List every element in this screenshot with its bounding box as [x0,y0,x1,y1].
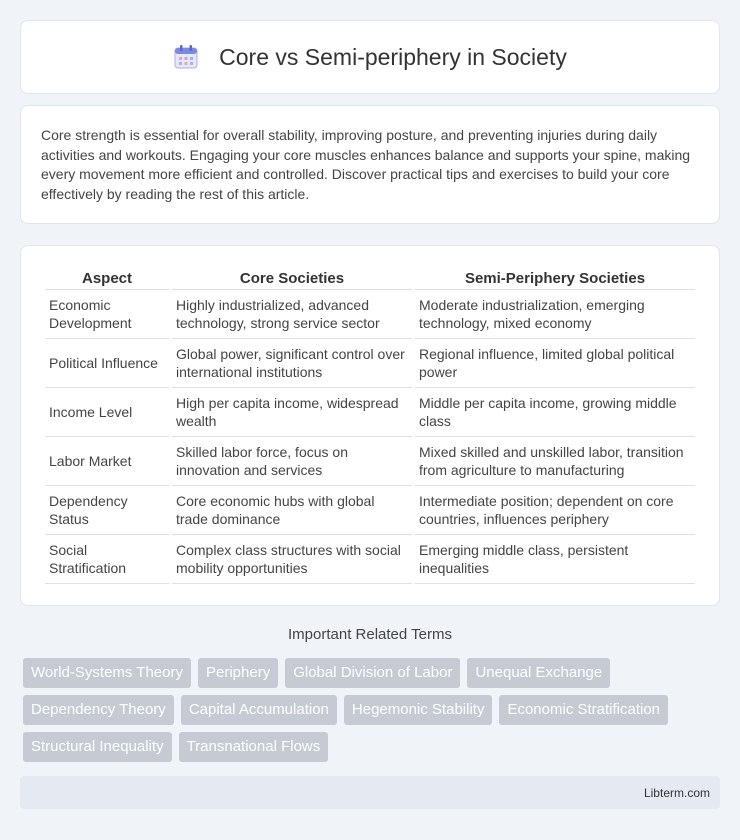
tag-capital-accumulation[interactable]: Capital Accumulation [181,695,337,725]
semi-periphery-cell: Mixed skilled and unskilled labor, transition from agriculture to manufacturing [415,437,695,486]
calendar-icon [173,44,199,70]
table-row [45,290,695,339]
aspect-cell: Social Stratification [45,535,169,584]
related-terms-title: Important Related Terms [288,626,452,643]
related-terms-tags [23,658,723,769]
aspect-cell: Labor Market [45,437,169,486]
semi-periphery-cell: Middle per capita income, growing middle class [415,388,695,437]
core-cell: Complex class structures with social mobility opportunities [172,535,412,584]
page-title [173,44,567,71]
aspect-cell: Income Level [45,388,169,437]
page-title-text: Core vs Semi-periphery in Society [219,43,567,70]
comparison-table-card [20,245,720,606]
tag-hegemonic-stability[interactable]: Hegemonic Stability [344,695,493,725]
aspect-cell: Political Influence [45,339,169,388]
tag-row [23,732,723,762]
aspect-cell: Dependency Status [45,486,169,535]
tag-row [23,695,723,725]
core-cell: Global power, significant control over international institutions [172,339,412,388]
core-cell: Highly industrialized, advanced technology, strong service sector [172,290,412,339]
tag-periphery[interactable]: Periphery [198,658,278,688]
aspect-cell: Economic Development [45,290,169,339]
tag-transnational-flows[interactable]: Transnational Flows [179,732,329,762]
intro-card [20,105,720,224]
footer [20,776,720,809]
table-row [45,388,695,437]
tag-unequal-exchange[interactable]: Unequal Exchange [467,658,610,688]
core-cell: Core economic hubs with global trade dominance [172,486,412,535]
intro-text: Core strength is essential for overall stability, improving posture, and preventing injuries during daily activities and workouts. Engaging your core muscles enhances balance and supports your spine, making every movement more efficient and controlled. Discover practical tips and exercises to build your core effectively by reading the rest of this article. [41,127,691,202]
comparison-table [42,266,698,584]
tag-structural-inequality[interactable]: Structural Inequality [23,732,172,762]
header-aspect: Aspect [45,266,169,290]
footer-site-link[interactable]: Libterm.com [643,786,710,800]
table-row [45,339,695,388]
semi-periphery-cell: Moderate industrialization, emerging technology, mixed economy [415,290,695,339]
semi-periphery-cell: Intermediate position; dependent on core countries, influences periphery [415,486,695,535]
table-row [45,437,695,486]
semi-periphery-cell: Emerging middle class, persistent inequalities [415,535,695,584]
table-header-row [45,266,695,290]
header-semi-periphery: Semi-Periphery Societies [415,266,695,290]
table-row [45,486,695,535]
semi-periphery-cell: Regional influence, limited global political power [415,339,695,388]
core-cell: High per capita income, widespread wealth [172,388,412,437]
table-row [45,535,695,584]
header-core: Core Societies [172,266,412,290]
core-cell: Skilled labor force, focus on innovation and services [172,437,412,486]
tag-global-division-of-labor[interactable]: Global Division of Labor [285,658,460,688]
tag-row [23,658,723,688]
header-card [20,20,720,94]
tag-economic-stratification[interactable]: Economic Stratification [499,695,668,725]
tag-world-systems-theory[interactable]: World-Systems Theory [23,658,191,688]
tag-dependency-theory[interactable]: Dependency Theory [23,695,174,725]
